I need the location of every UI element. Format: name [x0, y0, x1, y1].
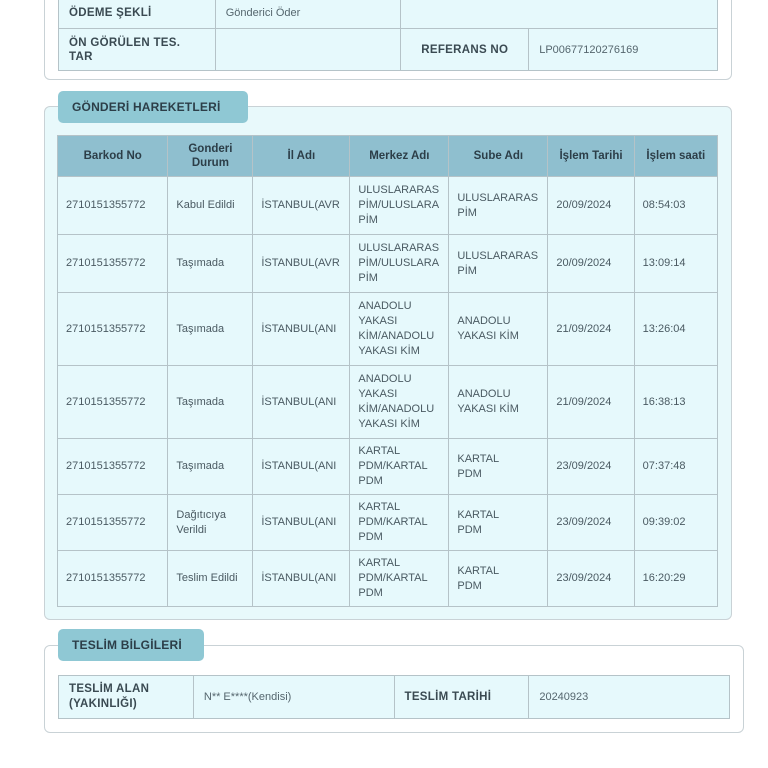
branch-line: YAKASI KİM — [457, 403, 519, 415]
receiver-value: N** E****(Kendisi) — [193, 676, 394, 719]
shipment-info-table — [58, 0, 718, 71]
header-branch: Sube Adı — [449, 136, 548, 177]
center-line: YAKASI — [358, 315, 398, 327]
cell-time: 16:20:29 — [634, 551, 717, 607]
branch-line: PDM — [457, 467, 482, 480]
branch-line: KARTAL — [457, 508, 500, 521]
cell-city — [253, 293, 350, 366]
table-row — [58, 235, 718, 293]
cell-date: 23/09/2024 — [548, 495, 634, 551]
center-line: ULUSLARARAS — [358, 184, 440, 196]
branch-line: KARTAL — [457, 564, 500, 577]
cell-date: 21/09/2024 — [548, 293, 634, 366]
cell-city — [253, 366, 350, 439]
cell-city — [253, 495, 350, 551]
center-line: YAKASI KİM — [358, 418, 420, 430]
center-line: YAKASI KİM — [358, 345, 420, 357]
cell-time: 08:54:03 — [634, 177, 717, 235]
cell-status: Kabul Edildi — [168, 177, 253, 235]
delivery-info-table — [58, 675, 730, 719]
center-line: KARTAL — [358, 445, 401, 457]
cell-date: 23/09/2024 — [548, 439, 634, 495]
table-row — [58, 177, 718, 235]
branch-line: PİM — [457, 206, 477, 219]
cell-city — [253, 235, 350, 293]
cell-barcode: 2710151355772 — [58, 439, 168, 495]
branch-line: ULUSLARARAS — [457, 191, 539, 204]
center-line: ULUSLARARAS — [358, 242, 440, 254]
cell-branch — [449, 551, 548, 607]
center-line: KARTAL — [358, 501, 401, 513]
delivery-info-title: TESLİM BİLGİLERİ — [58, 629, 204, 661]
center-line: PDM/KARTAL — [358, 516, 428, 528]
header-status: Gonderi Durum — [168, 136, 253, 177]
branch-line: ANADOLU — [457, 315, 511, 327]
center-line: PDM — [358, 531, 383, 543]
branch-line: ANADOLU — [457, 388, 511, 400]
delivery-date-value: 20240923 — [529, 676, 730, 719]
branch-line: KARTAL — [457, 452, 500, 465]
cell-city — [253, 551, 350, 607]
receiver-label: TESLİM ALAN (YAKINLIĞI) — [59, 676, 194, 719]
cell-status: Dağıtıcıya Verildi — [168, 495, 253, 551]
table-header-row — [58, 136, 718, 177]
reference-number-label: REFERANS NO — [401, 29, 529, 71]
center-line: ANADOLU — [358, 300, 412, 312]
center-line: PİM — [358, 214, 378, 226]
city-text: İSTANBUL(ANI — [261, 460, 337, 472]
table-row — [58, 293, 718, 366]
table-row — [58, 551, 718, 607]
cell-status: Taşımada — [168, 235, 253, 293]
delivery-date-label: TESLİM TARİHİ — [394, 676, 529, 719]
estimated-delivery-value — [215, 29, 401, 71]
cell-branch — [449, 439, 548, 495]
cell-time: 13:26:04 — [634, 293, 717, 366]
header-city: İl Adı — [253, 136, 350, 177]
cell-status: Teslim Edildi — [168, 551, 253, 607]
cell-barcode: 2710151355772 — [58, 177, 168, 235]
shipment-movements-title: GÖNDERİ HAREKETLERİ — [58, 91, 248, 123]
payment-method-value: Gönderici Öder — [215, 0, 401, 29]
cell-center — [350, 439, 449, 495]
cell-branch — [449, 495, 548, 551]
payment-method-label: ÖDEME ŞEKLİ — [59, 0, 216, 29]
cell-date: 20/09/2024 — [548, 177, 634, 235]
cell-center — [350, 293, 449, 366]
header-barcode: Barkod No — [58, 136, 168, 177]
city-text: İSTANBUL(ANI — [261, 516, 337, 528]
branch-line: PİM — [457, 264, 477, 277]
cell-barcode: 2710151355772 — [58, 495, 168, 551]
cell-center — [350, 235, 449, 293]
header-center: Merkez Adı — [350, 136, 449, 177]
center-line: PDM — [358, 475, 383, 487]
table-row — [58, 439, 718, 495]
cell-city — [253, 439, 350, 495]
center-line: PİM — [358, 272, 378, 284]
cell-branch — [449, 177, 548, 235]
city-text: İSTANBUL(AVR — [261, 257, 340, 269]
cell-barcode: 2710151355772 — [58, 551, 168, 607]
branch-line: ULUSLARARAS — [457, 249, 539, 262]
shipment-movements-table — [57, 135, 718, 607]
payment-extra-cell — [401, 0, 718, 29]
center-line: PDM — [358, 587, 383, 599]
center-line: ANADOLU — [358, 373, 412, 385]
header-date: İşlem Tarihi — [548, 136, 634, 177]
cell-center — [350, 551, 449, 607]
city-text: İSTANBUL(ANI — [261, 395, 337, 408]
branch-line: PDM — [457, 523, 482, 536]
center-line: PİM/ULUSLARA — [358, 257, 440, 269]
cell-time: 09:39:02 — [634, 495, 717, 551]
cell-status: Taşımada — [168, 293, 253, 366]
center-line: YAKASI — [358, 388, 398, 400]
cell-branch — [449, 235, 548, 293]
cell-status: Taşımada — [168, 366, 253, 439]
branch-line: PDM — [457, 579, 482, 592]
cell-time: 13:09:14 — [634, 235, 717, 293]
cell-center — [350, 366, 449, 439]
cell-date: 23/09/2024 — [548, 551, 634, 607]
cell-center — [350, 495, 449, 551]
center-line: PDM/KARTAL — [358, 572, 428, 584]
cell-time: 07:37:48 — [634, 439, 717, 495]
cell-branch — [449, 293, 548, 366]
reference-number-value: LP00677120276169 — [529, 29, 718, 71]
branch-line: YAKASI KİM — [457, 330, 519, 342]
cell-date: 20/09/2024 — [548, 235, 634, 293]
table-row — [58, 495, 718, 551]
cell-city — [253, 177, 350, 235]
center-line: PDM/KARTAL — [358, 460, 428, 472]
cell-branch — [449, 366, 548, 439]
cell-time: 16:38:13 — [634, 366, 717, 439]
city-text: İSTANBUL(ANI — [261, 322, 337, 335]
center-line: PİM/ULUSLARA — [358, 199, 440, 211]
cell-barcode: 2710151355772 — [58, 366, 168, 439]
cell-barcode: 2710151355772 — [58, 235, 168, 293]
center-line: KİM/ANADOLU — [358, 330, 435, 342]
table-row — [58, 366, 718, 439]
cell-date: 21/09/2024 — [548, 366, 634, 439]
header-time: İşlem saati — [634, 136, 717, 177]
cell-center — [350, 177, 449, 235]
city-text: İSTANBUL(AVR — [261, 199, 340, 211]
center-line: KARTAL — [358, 557, 401, 569]
center-line: KİM/ANADOLU — [358, 403, 435, 415]
estimated-delivery-label: ÖN GÖRÜLEN TES. TAR — [59, 29, 216, 71]
cell-status: Taşımada — [168, 439, 253, 495]
city-text: İSTANBUL(ANI — [261, 572, 337, 584]
cell-barcode: 2710151355772 — [58, 293, 168, 366]
